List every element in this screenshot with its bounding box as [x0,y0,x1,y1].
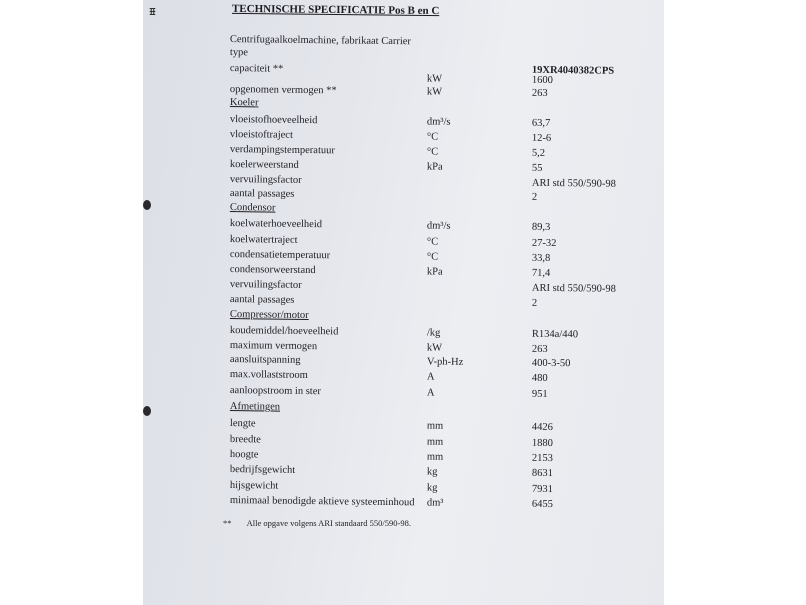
spec-value: 89,3 [531,221,551,233]
section-heading: Compressor/motor [229,309,309,322]
corner-mark: ᵻᵻ [149,4,154,18]
section-heading: Condensor [229,202,276,214]
spec-label: condensorweerstand [229,264,316,277]
spec-unit: kg [426,466,438,478]
spec-unit: A [426,371,435,383]
spec-unit: /kg [426,327,441,339]
footnote-text: Alle opgave volgens ARI standaard 550/590-98. [246,518,411,528]
spec-value: 4426 [531,421,553,434]
spec-value: 2153 [531,452,553,465]
spec-label: bedrijfsgewicht [229,464,296,476]
spec-value: 480 [531,372,548,384]
spec-value: 5,2 [531,147,546,159]
spec-value: 2 [531,191,538,203]
spec-unit: dm³/s [426,220,451,232]
spec-value: R134a/440 [531,328,579,341]
section-heading: Koeler [229,97,259,109]
spec-label: aantal passages [229,188,295,200]
spec-label: koudemiddel/hoeveelheid [229,325,339,338]
spec-unit: kg [426,482,438,494]
spec-label: vloeistoftraject [229,129,293,141]
spec-value: 71,4 [531,267,551,279]
spec-value: 951 [531,388,548,400]
spec-label: minimaal benodigde aktieve systeeminhoud [229,495,415,509]
spec-value: 1600 [531,74,553,87]
spec-value: 263 [531,87,548,99]
spec-value: 7931 [531,483,553,496]
spec-unit: kPa [426,161,443,173]
spec-label: aansluitspanning [229,354,301,366]
spec-unit: kPa [426,266,443,278]
spec-label: condensatietemperatuur [229,249,331,262]
spec-unit: °C [426,251,439,263]
spec-unit: °C [426,236,439,248]
spec-value: ARI std 550/590-98 [531,282,616,295]
spec-label: vervuilingsfactor [229,279,302,291]
spec-unit: mm [426,420,444,432]
spec-label: koelwaterhoeveelheid [229,218,323,231]
spec-value: 12-6 [531,132,552,144]
spec-unit: A [426,387,435,399]
spec-label: type [229,47,249,59]
document-title: TECHNISCHE SPECIFICATIE Pos B en C [231,2,440,18]
spec-label: aantal passages [229,294,295,306]
spec-value: 6455 [531,498,553,511]
footnote [223,518,411,528]
spec-unit: dm³ [426,497,444,509]
spec-value: 1880 [531,437,553,450]
spec-unit: kW [426,73,443,85]
spec-label: Centrifugaalkoelmachine, fabrikaat Carrier [229,34,412,48]
spec-label: hoogte [229,449,259,461]
spec-unit: dm³/s [426,116,451,128]
spec-value: 33,8 [531,252,551,264]
spec-unit: mm [426,436,444,448]
spec-label: maximum vermogen [229,340,318,353]
spec-value: 263 [531,343,548,355]
spec-label: vervuilingsfactor [229,174,302,186]
spec-label: vloeistofhoeveelheid [229,114,318,127]
spec-unit: kW [426,86,443,98]
spec-value: 400-3-50 [531,357,571,370]
spec-unit: kW [426,342,443,354]
spec-value: 8631 [531,467,553,480]
spec-unit: °C [426,146,439,158]
spec-value: 27-32 [531,237,557,250]
spec-label: koelwatertraject [229,234,298,246]
spec-label: verdampingstemperatuur [229,144,335,157]
document-page [143,0,664,605]
spec-label: capaciteit ** [229,63,284,75]
spec-value: 55 [531,162,543,174]
spec-unit: °C [426,131,439,143]
footnote-mark: ** [223,518,232,528]
spec-label: breedte [229,434,261,446]
spec-label: max.vollaststroom [229,369,308,382]
spec-unit: mm [426,451,444,463]
spec-unit: V-ph-Hz [426,356,464,368]
spec-label: opgenomen vermogen ** [229,84,337,97]
section-heading: Afmetingen [229,401,281,413]
spec-label: koelerweerstand [229,159,299,171]
spec-label: lengte [229,418,256,430]
spec-value: ARI std 550/590-98 [531,177,616,190]
spec-value: 2 [531,297,538,309]
spec-value: 19XR4040382CPS [531,64,615,77]
spec-value: 63,7 [531,117,551,129]
spec-label: aanloopstroom in ster [229,385,321,398]
spec-label: hijsgewicht [229,480,279,492]
